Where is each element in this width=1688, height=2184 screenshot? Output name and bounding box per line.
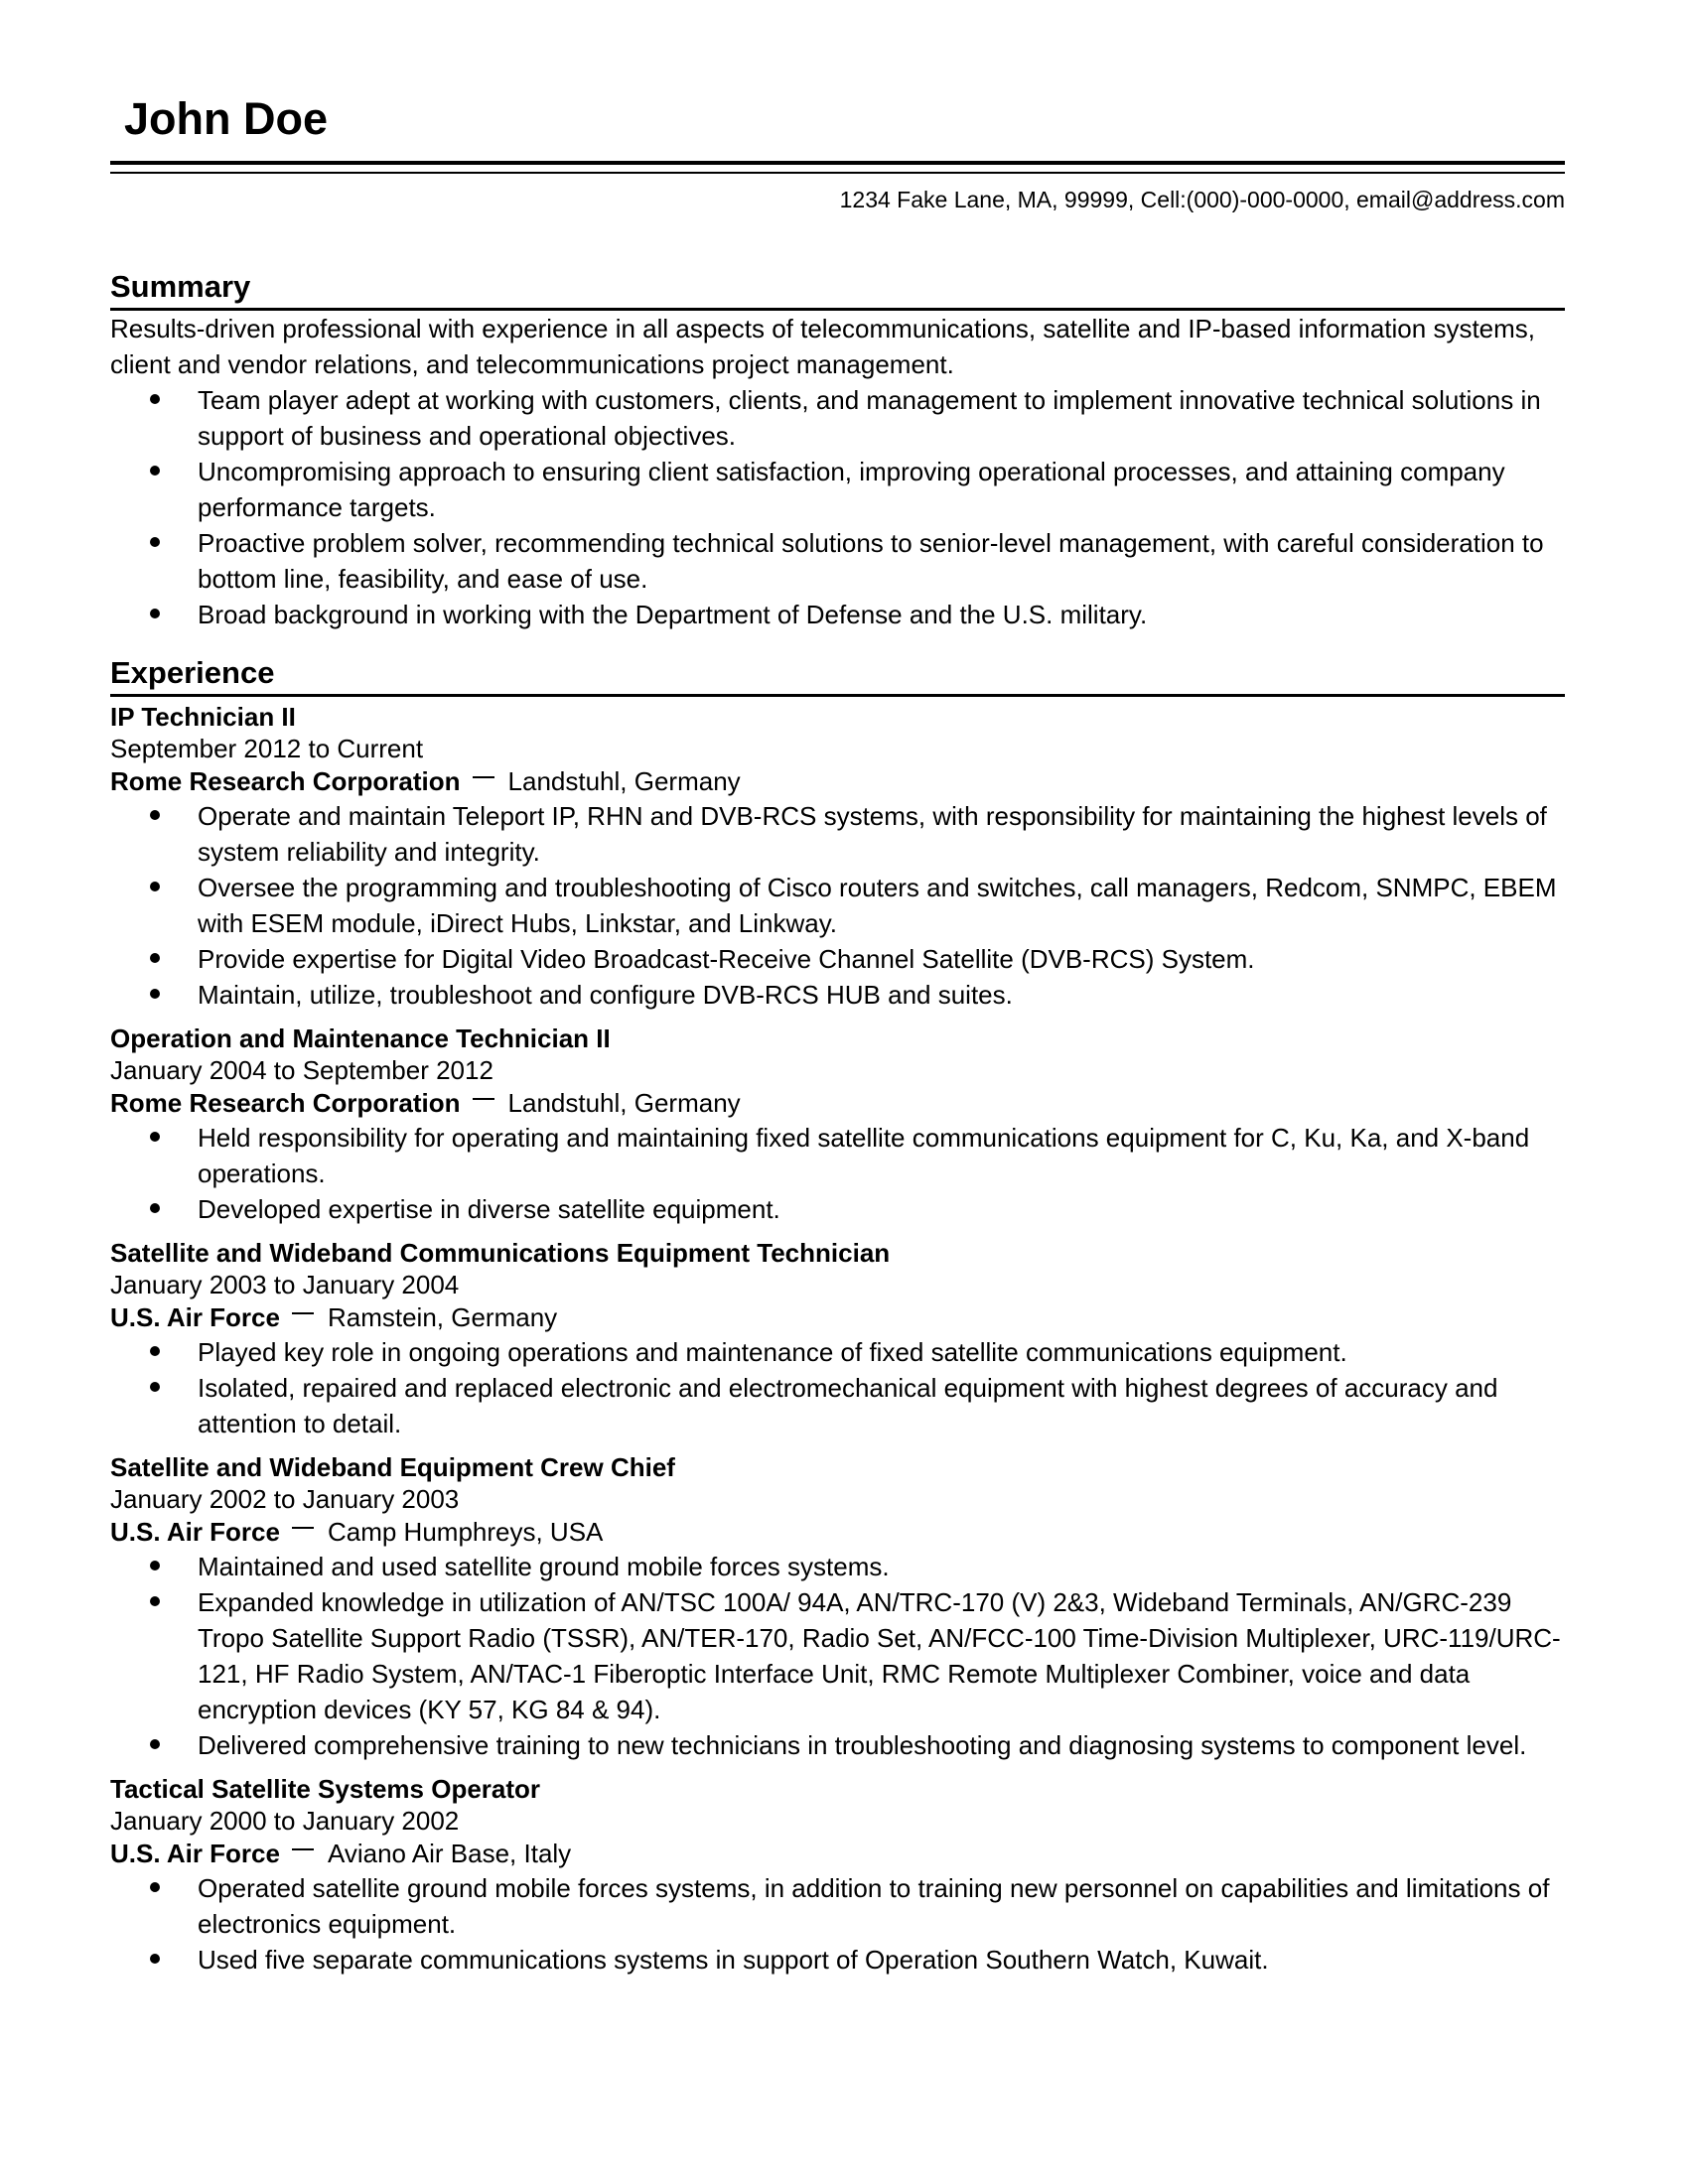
bullet-text: Operate and maintain Teleport IP, RHN and DVB-RCS systems, with responsibility for maintaining the highest levels of system reliability and integrity. bbox=[198, 801, 1547, 867]
candidate-name: John Doe bbox=[124, 93, 329, 144]
bullet-text: Played key role in ongoing operations and maintenance of fixed satellite communications equipment. bbox=[198, 1337, 1347, 1367]
job-company: U.S. Air Force bbox=[110, 1302, 280, 1332]
job-bullet-list bbox=[110, 1870, 1565, 1978]
bullet-icon bbox=[150, 1203, 160, 1213]
dash-separator bbox=[473, 1098, 494, 1100]
job-bullet bbox=[110, 1334, 1565, 1370]
bullet-icon bbox=[150, 1132, 160, 1142]
job-dates: January 2003 to January 2004 bbox=[110, 1270, 460, 1299]
job-bullet bbox=[110, 870, 1565, 941]
job-entry bbox=[110, 1451, 1565, 1763]
job-organization bbox=[110, 1838, 1565, 1870]
summary-text: Results-driven professional with experience in all aspects of telecommunications, satellite and IP-based information systems, client and vendor relations, and telecommunications project management. bbox=[110, 314, 1536, 379]
job-title: Operation and Maintenance Technician II bbox=[110, 1024, 611, 1053]
bullet-icon bbox=[150, 989, 160, 999]
job-dates: September 2012 to Current bbox=[110, 734, 424, 763]
job-dates: January 2002 to January 2003 bbox=[110, 1484, 460, 1514]
job-location: Camp Humphreys, USA bbox=[327, 1517, 604, 1547]
resume-body bbox=[110, 268, 1565, 1978]
bullet-text: Proactive problem solver, recommending technical solutions to senior-level management, with careful consideration to bottom line, feasibility, and ease of use. bbox=[198, 528, 1544, 594]
job-bullet bbox=[110, 1870, 1565, 1942]
bullet-icon bbox=[150, 1346, 160, 1356]
job-company: Rome Research Corporation bbox=[110, 1088, 461, 1118]
job-company: Rome Research Corporation bbox=[110, 766, 461, 796]
bullet-icon bbox=[150, 882, 160, 891]
job-dates: January 2000 to January 2002 bbox=[110, 1806, 460, 1836]
bullet-icon bbox=[150, 810, 160, 820]
summary-bullet-list bbox=[110, 382, 1565, 632]
job-bullet-list bbox=[110, 1120, 1565, 1227]
job-list bbox=[110, 701, 1565, 1978]
job-location: Aviano Air Base, Italy bbox=[327, 1839, 572, 1868]
summary-bullet bbox=[110, 597, 1565, 632]
dash-separator bbox=[473, 776, 494, 778]
bullet-text: Developed expertise in diverse satellite equipment. bbox=[198, 1194, 780, 1224]
job-organization bbox=[110, 1301, 1565, 1334]
job-bullet bbox=[110, 1549, 1565, 1584]
job-entry bbox=[110, 1237, 1565, 1441]
job-organization bbox=[110, 1087, 1565, 1120]
job-location: Landstuhl, Germany bbox=[507, 1088, 741, 1118]
bullet-text: Used five separate communications systems in support of Operation Southern Watch, Kuwait. bbox=[198, 1945, 1269, 1975]
job-bullet-list bbox=[110, 798, 1565, 1013]
bullet-icon bbox=[150, 394, 160, 404]
bullet-text: Team player adept at working with customers, clients, and management to implement innovative technical solutions in support of business and operational objectives. bbox=[198, 385, 1541, 451]
header-divider-thin bbox=[110, 172, 1565, 174]
job-bullet-list bbox=[110, 1334, 1565, 1441]
bullet-text: Delivered comprehensive training to new technicians in troubleshooting and diagnosing systems to component level. bbox=[198, 1730, 1527, 1760]
job-dates: January 2004 to September 2012 bbox=[110, 1055, 493, 1085]
job-bullet bbox=[110, 798, 1565, 870]
job-location: Landstuhl, Germany bbox=[507, 766, 741, 796]
job-organization bbox=[110, 1516, 1565, 1549]
bullet-text: Uncompromising approach to ensuring client satisfaction, improving operational processes, and attaining company performance targets. bbox=[198, 457, 1505, 522]
bullet-text: Isolated, repaired and replaced electronic and electromechanical equipment with highest degrees of accuracy and attention to detail. bbox=[198, 1373, 1498, 1438]
summary-bullet bbox=[110, 382, 1565, 454]
header-divider-thick bbox=[110, 161, 1565, 165]
dash-separator bbox=[292, 1312, 314, 1314]
bullet-icon bbox=[150, 1954, 160, 1964]
summary-bullet bbox=[110, 454, 1565, 525]
bullet-text: Maintain, utilize, troubleshoot and configure DVB-RCS HUB and suites. bbox=[198, 980, 1013, 1010]
bullet-icon bbox=[150, 1882, 160, 1892]
job-company: U.S. Air Force bbox=[110, 1517, 280, 1547]
bullet-text: Broad background in working with the Department of Defense and the U.S. military. bbox=[198, 600, 1148, 629]
bullet-icon bbox=[150, 466, 160, 476]
experience-section bbox=[110, 654, 1565, 1978]
job-bullet bbox=[110, 1942, 1565, 1978]
job-entry bbox=[110, 1023, 1565, 1227]
section-heading-summary: Summary bbox=[110, 268, 1565, 311]
bullet-icon bbox=[150, 537, 160, 547]
job-bullet bbox=[110, 1584, 1565, 1727]
summary-bullet bbox=[110, 525, 1565, 597]
bullet-text: Maintained and used satellite ground mobile forces systems. bbox=[198, 1552, 890, 1581]
job-bullet bbox=[110, 1120, 1565, 1191]
dash-separator bbox=[292, 1848, 314, 1850]
contact-info: 1234 Fake Lane, MA, 99999, Cell:(000)-000-0000, email@address.com bbox=[839, 187, 1565, 212]
job-bullet bbox=[110, 1370, 1565, 1441]
job-bullet bbox=[110, 941, 1565, 977]
job-title: Satellite and Wideband Equipment Crew Chief bbox=[110, 1452, 675, 1482]
job-title: Tactical Satellite Systems Operator bbox=[110, 1774, 541, 1804]
job-entry bbox=[110, 701, 1565, 1013]
section-heading-experience: Experience bbox=[110, 654, 1565, 697]
job-bullet bbox=[110, 1191, 1565, 1227]
job-organization bbox=[110, 765, 1565, 798]
summary-section bbox=[110, 268, 1565, 632]
bullet-icon bbox=[150, 1561, 160, 1570]
bullet-icon bbox=[150, 609, 160, 618]
job-bullet-list bbox=[110, 1549, 1565, 1763]
bullet-text: Expanded knowledge in utilization of AN/TSC 100A/ 94A, AN/TRC-170 (V) 2&3, Wideband Terminals, AN/GRC-239 Tropo Satellite Support Radio (TSSR), AN/TER-170, Radio Set, AN/FCC-100 Time-Division Multiplexer, URC-119/URC-121, HF Radio System, AN/TAC-1 Fiberoptic Interface Unit, RMC Remote Multiplexer Combiner, voice and data encryption devices (KY 57, KG 84 & 94). bbox=[198, 1587, 1561, 1724]
job-entry bbox=[110, 1773, 1565, 1978]
job-bullet bbox=[110, 977, 1565, 1013]
bullet-text: Operated satellite ground mobile forces systems, in addition to training new personnel on capabilities and limitations of electronics equipment. bbox=[198, 1873, 1550, 1939]
bullet-text: Held responsibility for operating and maintaining fixed satellite communications equipment for C, Ku, Ka, and X-band operations. bbox=[198, 1123, 1530, 1188]
job-bullet bbox=[110, 1727, 1565, 1763]
job-title: Satellite and Wideband Communications Equipment Technician bbox=[110, 1238, 891, 1268]
bullet-icon bbox=[150, 1382, 160, 1392]
job-company: U.S. Air Force bbox=[110, 1839, 280, 1868]
bullet-icon bbox=[150, 1739, 160, 1749]
job-location: Ramstein, Germany bbox=[327, 1302, 558, 1332]
bullet-icon bbox=[150, 1596, 160, 1606]
job-title: IP Technician II bbox=[110, 702, 296, 732]
bullet-text: Provide expertise for Digital Video Broadcast-Receive Channel Satellite (DVB-RCS) System. bbox=[198, 944, 1255, 974]
bullet-text: Oversee the programming and troubleshooting of Cisco routers and switches, call managers, Redcom, SNMPC, EBEM with ESEM module, iDirect Hubs, Linkstar, and Linkway. bbox=[198, 873, 1557, 938]
bullet-icon bbox=[150, 953, 160, 963]
dash-separator bbox=[292, 1527, 314, 1529]
